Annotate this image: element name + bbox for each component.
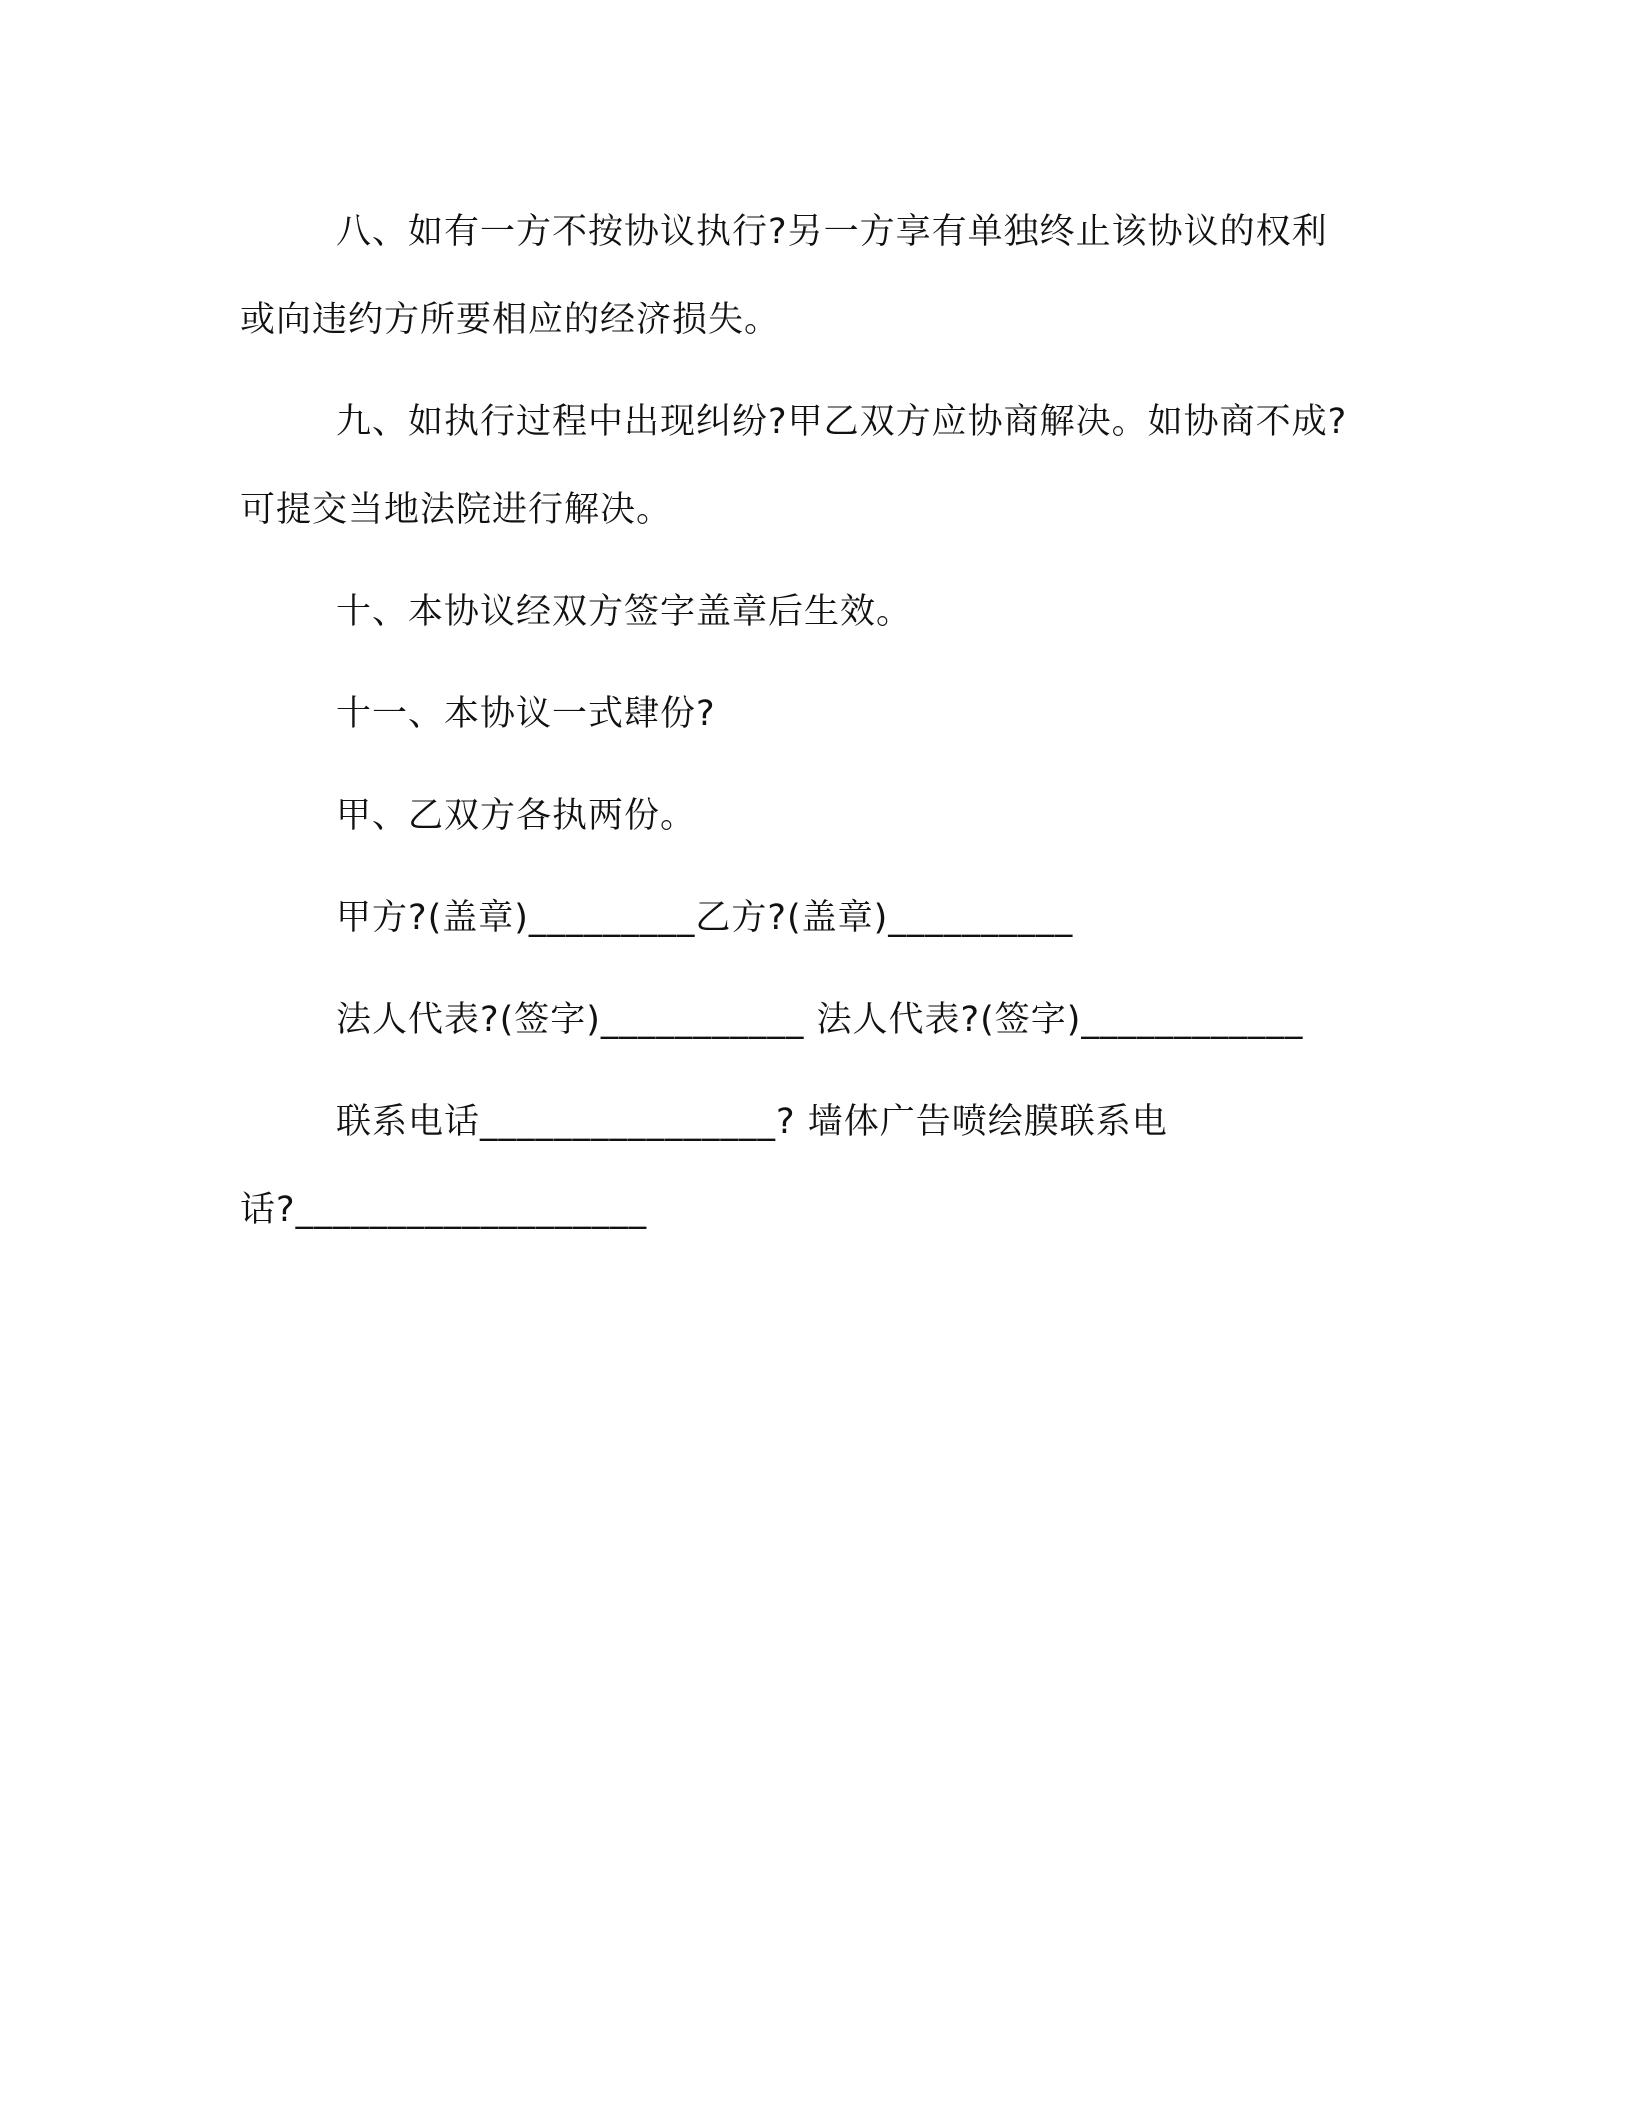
clause-8 xyxy=(240,188,1380,364)
clause-8-line-2: 或向违约方所要相应的经济损失。 xyxy=(240,300,781,340)
copies-statement: 甲、乙双方各执两份。 xyxy=(336,796,697,836)
phone-line-2: 话?___________________ xyxy=(240,1190,648,1230)
clause-9 xyxy=(240,378,1380,554)
clause-10: 十、本协议经双方签字盖章后生效。 xyxy=(336,592,913,632)
clause-9-line-1: 九、如执行过程中出现纠纷?甲乙双方应协商解决。如协商不成? xyxy=(336,402,1348,442)
clause-11: 十一、本协议一式肆份? xyxy=(336,694,716,734)
document-body xyxy=(240,188,1380,1254)
phone-block xyxy=(240,1078,1380,1254)
seal-line: 甲方?(盖章)_________乙方?(盖章)__________ xyxy=(336,898,1074,938)
clause-9-line-2: 可提交当地法院进行解决。 xyxy=(240,490,673,530)
signature-line: 法人代表?(签字)___________ 法人代表?(签字)____________ xyxy=(336,1000,1304,1040)
phone-line-1: 联系电话________________? 墙体广告喷绘膜联系电 xyxy=(336,1102,1168,1142)
clause-8-line-1: 八、如有一方不按协议执行?另一方享有单独终止该协议的权利 xyxy=(336,212,1328,252)
